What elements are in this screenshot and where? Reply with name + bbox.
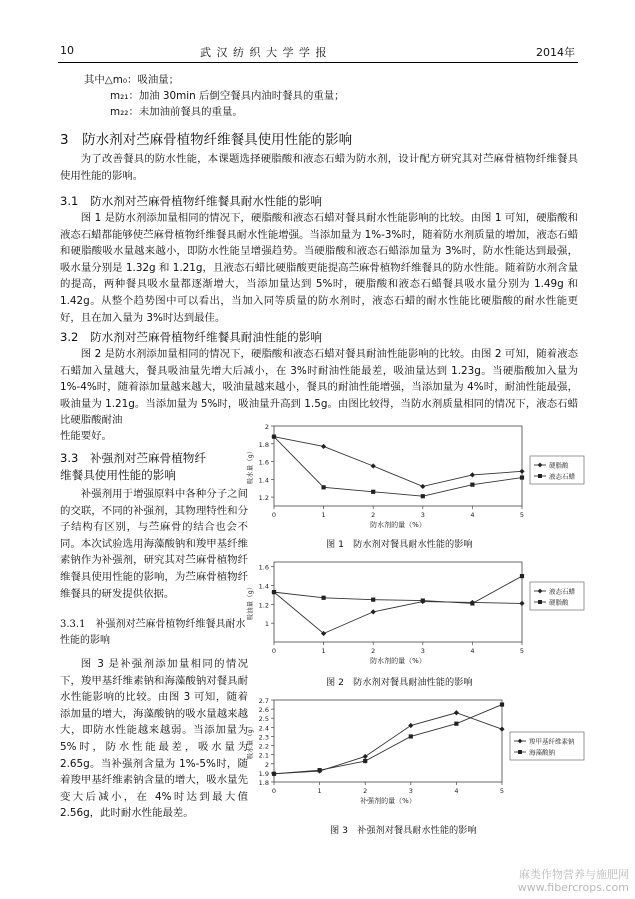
plot-frame: [274, 562, 522, 642]
variable-def: 其中△m₀：吸油量；: [84, 74, 180, 86]
data-point: [421, 598, 425, 602]
x-tick-label: 1: [321, 647, 326, 655]
y-tick-label: 2.4: [258, 724, 269, 733]
data-point: [371, 490, 375, 494]
figure-3-chart: [246, 694, 582, 814]
data-point: [519, 469, 524, 474]
paragraph: 补强剂用于增强原料中各种分子之间的交联，不同的补强剂，其物理特性和分子结构有区别，与苎麻骨的结合也会不同。本次试验选用海藻酸钠和羧甲基纤维素钠作为补强剂，研究其对苎麻骨植物纤维餐具使用性能的影响，为苎麻骨植物纤维餐具的研发提供依据。: [60, 488, 248, 600]
data-point: [371, 609, 376, 614]
x-tick-label: 4: [470, 511, 475, 519]
y-tick-label: 1.2: [258, 494, 269, 503]
y-tick-label: 2.7: [258, 697, 269, 705]
y-tick-label: 2: [264, 423, 269, 431]
data-point: [322, 596, 326, 600]
series-line: [274, 576, 522, 603]
figure-3-caption: 图 3 补强剂对餐具耐水性能的影响: [330, 825, 477, 836]
series-line: [274, 592, 522, 633]
legend-label: 液态石蜡: [549, 472, 575, 481]
data-point: [500, 702, 504, 706]
legend-marker: [538, 474, 542, 478]
data-point: [470, 483, 474, 487]
y-tick-label: 2: [264, 760, 269, 769]
header-rule: [58, 62, 578, 63]
subsubsection-title: 3.3.1 补强剂对苎麻骨植物纤维餐具耐水性能的影响: [60, 619, 246, 646]
x-axis-label: 防水剂的量（%）: [370, 521, 426, 529]
data-point: [363, 754, 368, 759]
y-tick-label: 1.2: [258, 601, 269, 610]
legend-marker: [538, 600, 542, 604]
paragraph: 图 3 是补强剂添加量相同的情况下，羧甲基纤维素钠和海藻酸钠对餐具耐水性能影响的比较。由图 3 可知，随着添加量的增大，海藻酸钠的吸水量越来越大，即防水性能越来越弱。当添加量为 5%时，防水性能最差，吸水量为 2.65g。当补强剂含量为 1%-5%时，随着羧甲基纤维素钠含量的增大，吸水量先变大后减小，在 4%时达到最大值 2.56g，此时耐水性能最差。: [60, 658, 248, 820]
variable-def: m₂₂：未加油前餐具的重量。: [110, 106, 243, 118]
x-tick-label: 3: [420, 647, 425, 655]
data-point: [409, 734, 413, 738]
y-axis-label: 吸油量（g）: [246, 583, 254, 621]
x-tick-label: 5: [519, 511, 525, 519]
legend-label: 海藻酸钠: [529, 748, 555, 757]
data-point: [272, 772, 276, 776]
x-tick-label: 3: [408, 787, 413, 795]
x-tick-label: 0: [271, 511, 277, 519]
y-tick-label: 1.4: [258, 476, 269, 485]
series-line: [274, 713, 502, 774]
x-tick-label: 0: [271, 787, 277, 795]
data-point: [520, 475, 524, 479]
x-tick-label: 2: [371, 647, 376, 655]
figure-2-caption: 图 2 防水剂对餐具耐油性能的影响: [326, 677, 473, 688]
data-point: [322, 485, 326, 489]
data-point: [454, 722, 458, 726]
data-point: [470, 601, 474, 605]
paragraph-tail: 性能要好。: [60, 430, 112, 442]
y-tick-label: 1.8: [258, 779, 269, 787]
data-point: [318, 768, 322, 772]
data-point: [321, 444, 326, 449]
legend-label: 液态石蜡: [549, 587, 575, 596]
data-point: [272, 590, 276, 594]
figure-2-chart: [246, 554, 582, 670]
y-axis-label: 吸水量（g）: [246, 447, 254, 485]
watermark: [518, 868, 629, 894]
section-title: 3 防水剂对苎麻骨植物纤维餐具使用性能的影响: [60, 132, 353, 148]
x-tick-label: 2: [363, 787, 368, 795]
y-tick-label: 2.2: [258, 742, 269, 751]
x-tick-label: 2: [371, 511, 376, 519]
data-point: [408, 723, 413, 728]
year: 2014年: [536, 46, 575, 59]
subsection-title: 维餐具使用性能的影响: [60, 468, 176, 482]
data-point: [421, 494, 425, 498]
y-tick-label: 1.4: [258, 582, 269, 591]
data-point: [470, 472, 475, 477]
legend-label: 羧甲基纤维素钠: [529, 737, 575, 746]
watermark-line: www.fibercrops.com: [517, 881, 629, 894]
series-line: [274, 705, 502, 774]
data-point: [454, 710, 459, 715]
subsection-title: 3.3 补强剂对苎麻骨植物纤: [60, 451, 206, 465]
watermark-line: 麻类作物营养与施肥网: [519, 868, 629, 881]
figure-1-caption: 图 1 防水剂对餐具耐水性能的影响: [326, 539, 473, 550]
x-tick-label: 1: [317, 787, 322, 795]
x-axis-label: 补强剂的量（%）: [360, 797, 416, 805]
y-tick-label: 2.3: [258, 733, 269, 742]
subsection-title: 3.1 防水剂对苎麻骨植物纤维餐具耐水性能的影响: [60, 194, 322, 208]
data-point: [363, 759, 367, 763]
legend-label: 硬脂酸: [549, 461, 569, 470]
page-number: 10: [60, 44, 74, 57]
paragraph: 图 2 是防水剂添加量相同的情况下，硬脂酸和液态石蜡对餐具耐油性能影响的比较。由图 2 可知，随着液态石蜡加入量越大，餐具吸油量先增大后减小，在 3%时耐油性能最差，吸油量达到 1.23g。当硬脂酸加入量为 1%-4%时，随着添加量越来越大，吸油量越来越小，餐具的耐油性能增强，当添加量为 4%时，耐油性能最强，吸油量为 1.21g。当添加量为 5%时，吸油量升高到 1.5g。由图比较得，当防水剂质量相同的情况下，液态石蜡比硬脂酸耐油: [60, 348, 578, 427]
y-tick-label: 1.8: [258, 440, 269, 449]
data-point: [519, 601, 524, 606]
series-line: [274, 437, 522, 487]
y-tick-label: 2.6: [258, 706, 269, 715]
variable-def: m₂₁：加油 30min 后倒空餐具内油时餐具的重量；: [110, 90, 345, 102]
x-axis-label: 防水剂的量（%）: [370, 657, 426, 665]
data-point: [420, 484, 425, 489]
data-point: [499, 727, 504, 732]
data-point: [371, 463, 376, 468]
journal-title: 武 汉 纺 织 大 学 学 报: [200, 46, 328, 59]
y-tick-label: 1.6: [258, 563, 269, 572]
y-axis-label: 吸水量（g）: [246, 722, 254, 760]
y-tick-label: 1.9: [258, 769, 269, 778]
legend-marker: [518, 750, 522, 754]
data-point: [371, 598, 375, 602]
y-tick-label: 1: [264, 620, 269, 629]
x-tick-label: 1: [321, 511, 326, 519]
y-tick-label: 1.6: [258, 458, 269, 467]
y-tick-label: 2.5: [258, 715, 269, 724]
paragraph: 为了改善餐具的防水性能，本课题选择硬脂酸和液态石蜡为防水剂，设计配方研究其对苎麻骨植物纤维餐具使用性能的影响。: [60, 153, 578, 182]
data-point: [520, 574, 524, 578]
x-tick-label: 4: [470, 647, 475, 655]
paragraph: 图 1 是防水剂添加量相同的情况下，硬脂酸和液态石蜡对餐具耐水性能影响的比较。由图 1 可知，硬脂酸和液态石蜡都能够使苎麻骨植物纤维餐具耐水性能增强。当添加量为 1%-3%时，随着防水剂质量的增加，液态石蜡和硬脂酸吸水量越来越小，即防水性能呈增强趋势。当硬脂酸和液态石蜡添加量为 3%时，防水性能达到最强，吸水量分别是 1.32g 和 1.21g，且液态石蜡比硬脂酸更能提高苎麻骨植物纤维餐具的防水性能。随着防水剂含量的提高，两种餐具吸水量都逐渐增大，当添加量达到 5%时，硬脂酸和液态石蜡餐具吸水量分别为 1.49g 和 1.42g。从整个趋势图中可以看出，当加入同等质量的防水剂时，液态石蜡的耐水性能比硬脂酸的耐水性能更好，且在加入量为 3%时达到最佳。: [60, 212, 578, 324]
figure-1-chart: [246, 418, 582, 536]
x-tick-label: 4: [454, 787, 459, 795]
legend-label: 硬脂酸: [549, 598, 569, 607]
x-tick-label: 5: [499, 787, 505, 795]
subsection-title: 3.2 防水剂对苎麻骨植物纤维餐具耐油性能的影响: [60, 330, 322, 344]
series-line: [274, 437, 522, 497]
data-point: [272, 435, 276, 439]
y-tick-label: 2.1: [258, 751, 269, 760]
x-tick-label: 3: [420, 511, 425, 519]
x-tick-label: 5: [519, 647, 525, 655]
x-tick-label: 0: [271, 647, 277, 655]
